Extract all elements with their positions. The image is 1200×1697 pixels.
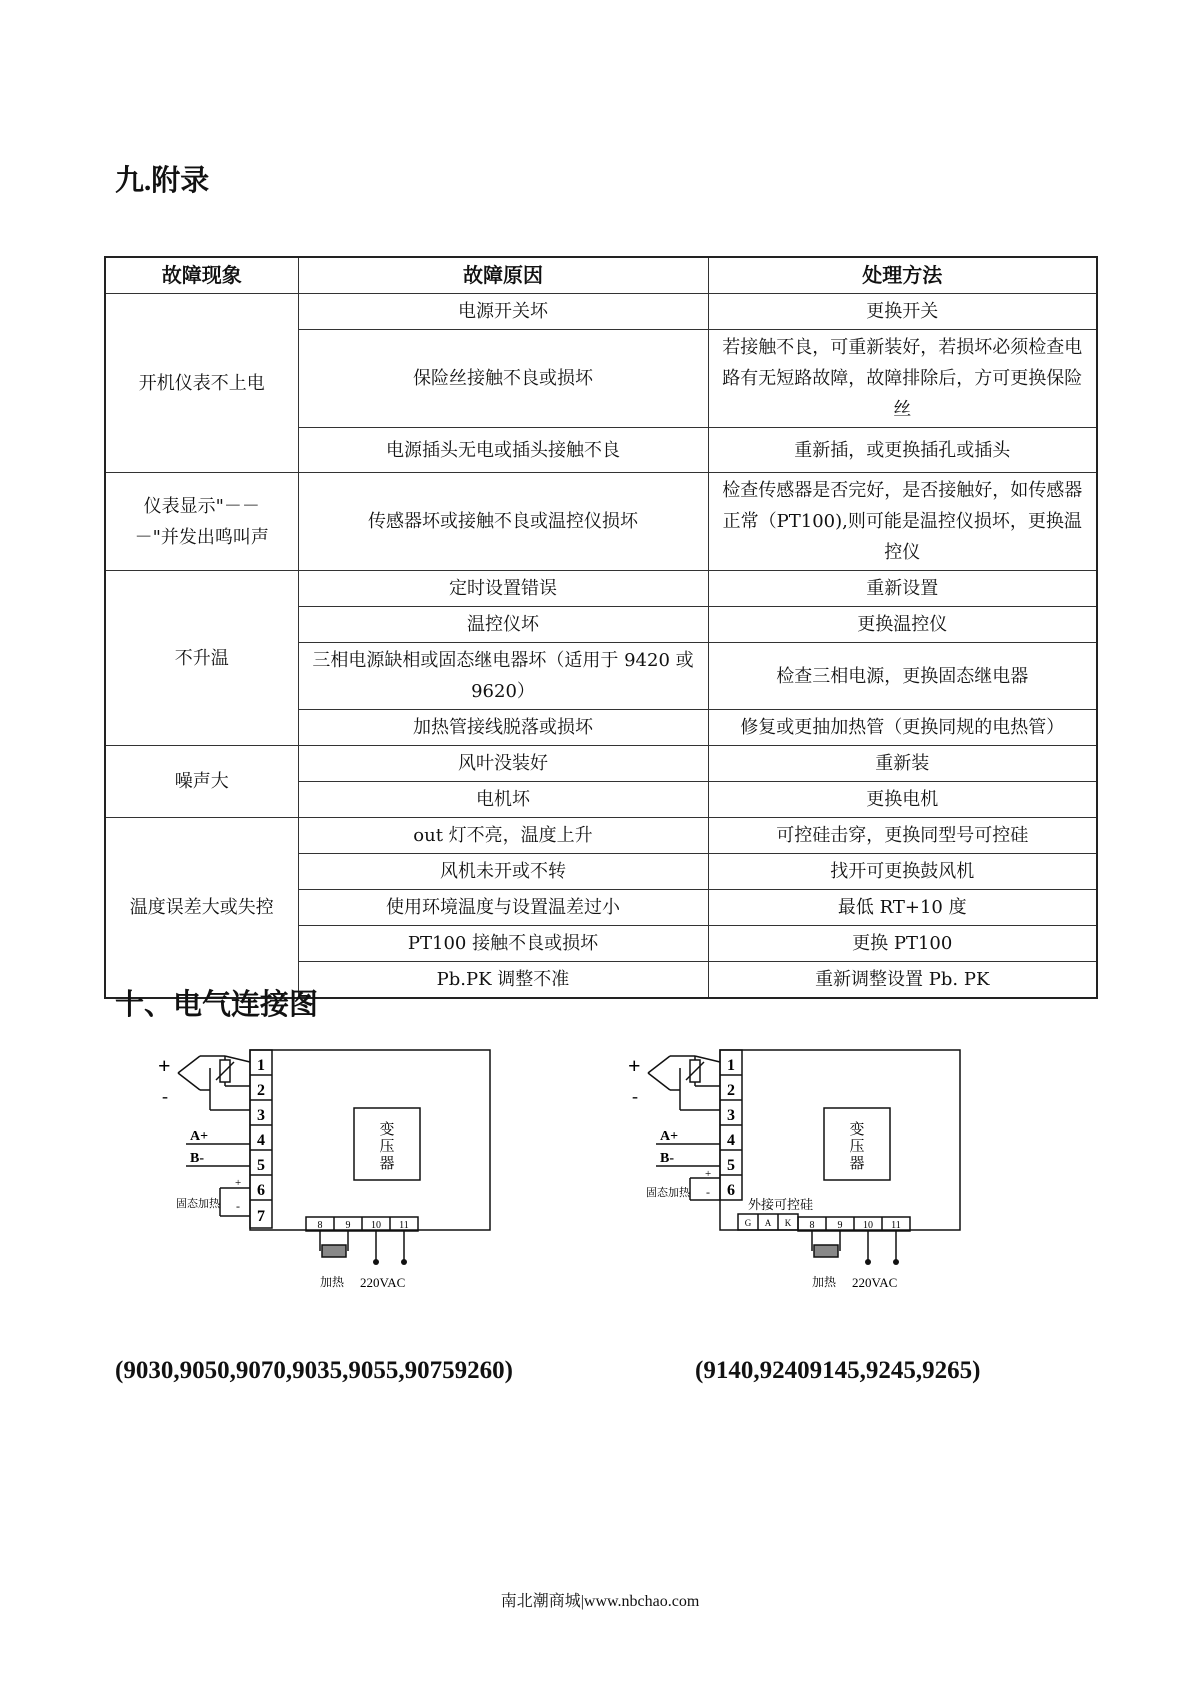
terminal-label: 4 <box>727 1132 735 1149</box>
terminal-label: 1 <box>257 1057 265 1074</box>
a-plus-label: A+ <box>190 1129 209 1144</box>
terminal-label: 2 <box>727 1082 735 1099</box>
cause-cell: out 灯不亮，温度上升 <box>298 818 708 854</box>
table-row <box>105 746 1097 782</box>
heater-element <box>322 1245 346 1257</box>
fix-cell: 若接触不良，可重新装好，若损坏必须检查电路有无短路故障，故障排除后，方可更换保险丝 <box>708 330 1097 428</box>
terminal-label: 5 <box>257 1157 265 1174</box>
section-10-title: 十、电气连接图 <box>115 989 319 1021</box>
fix-cell: 更换电机 <box>708 782 1097 818</box>
terminal-label: 10 <box>371 1220 381 1231</box>
fix-cell: 检查传感器是否完好，是否接触好，如传感器正常（PT100),则可能是温控仪损坏，更换温控仪 <box>708 473 1097 571</box>
fix-cell: 重新装 <box>708 746 1097 782</box>
cause-cell: 电源开关坏 <box>298 294 708 330</box>
cause-cell: 保险丝接触不良或损坏 <box>298 330 708 428</box>
heater-label: 加热 <box>320 1275 345 1289</box>
symptom-cell: 噪声大 <box>105 746 298 818</box>
symptom-cell: 温度误差大或失控 <box>105 818 298 999</box>
cause-cell: 定时设置错误 <box>298 571 708 607</box>
terminal-label: 6 <box>727 1182 735 1199</box>
table-row <box>105 294 1097 330</box>
terminal-label: 8 <box>809 1220 815 1231</box>
power-label: 220VAC <box>360 1275 406 1290</box>
table-row <box>105 571 1097 607</box>
cause-cell: 电机坏 <box>298 782 708 818</box>
ssr-plus: + <box>235 1177 242 1189</box>
table-row <box>105 473 1097 571</box>
minus-sign: - <box>162 1086 168 1106</box>
terminal-label: 7 <box>257 1208 265 1225</box>
terminal-label: 9 <box>837 1220 843 1231</box>
scr-terminal: A <box>764 1218 772 1228</box>
models-left: (9030,9050,9070,9035,9055,90759260) <box>115 1357 513 1384</box>
terminal-label: 3 <box>257 1107 265 1124</box>
symptom-cell: 开机仪表不上电 <box>105 294 298 473</box>
ssr-plus: + <box>705 1168 712 1180</box>
b-minus-label: B- <box>190 1151 204 1166</box>
plus-sign: + <box>628 1053 641 1078</box>
terminal-label: 5 <box>727 1157 735 1174</box>
heater-element <box>814 1245 838 1257</box>
cause-cell: 加热管接线脱落或损坏 <box>298 710 708 746</box>
models-right: (9140,92409145,9245,9265) <box>695 1357 981 1384</box>
ssr-minus: - <box>236 1199 240 1213</box>
wiring-diagram-scr <box>620 1038 980 1298</box>
plus-sign: + <box>158 1053 171 1078</box>
cause-cell: 风叶没装好 <box>298 746 708 782</box>
cause-cell: 使用环境温度与设置温差过小 <box>298 890 708 926</box>
cause-cell: 温控仪坏 <box>298 607 708 643</box>
terminal-label: 4 <box>257 1132 265 1149</box>
footer-site: 南北潮商城|www.nbchao.com <box>500 1593 700 1610</box>
transformer-char: 器 <box>849 1156 865 1172</box>
controller-box <box>250 1050 490 1230</box>
fix-cell: 重新调整设置 Pb. PK <box>708 962 1097 999</box>
transformer-char: 变 <box>849 1122 865 1138</box>
table-header-row <box>105 257 1097 294</box>
transformer-char: 变 <box>379 1122 395 1138</box>
symptom-cell: 仪表显示"－－－"并发出鸣叫声 <box>105 473 298 571</box>
terminal-label: 11 <box>399 1220 409 1231</box>
header-cause: 故障原因 <box>298 257 708 294</box>
terminal-label: 6 <box>257 1182 265 1199</box>
table-row <box>105 818 1097 854</box>
scr-terminal: G <box>744 1218 752 1228</box>
b-minus-label: B- <box>660 1151 674 1166</box>
fix-cell: 重新插，或更换插孔或插头 <box>708 428 1097 473</box>
terminal-label: 9 <box>345 1220 351 1231</box>
symptom-cell: 不升温 <box>105 571 298 746</box>
fix-cell: 更换温控仪 <box>708 607 1097 643</box>
heater-label: 加热 <box>812 1275 837 1289</box>
transformer-char: 压 <box>379 1139 395 1155</box>
terminal-label: 2 <box>257 1082 265 1099</box>
header-symptom: 故障现象 <box>105 257 298 294</box>
cause-cell: 风机未开或不转 <box>298 854 708 890</box>
wiring-diagram-basic <box>150 1038 510 1298</box>
cause-cell: 传感器坏或接触不良或温控仪损坏 <box>298 473 708 571</box>
terminal-label: 8 <box>317 1220 323 1231</box>
ssr-label: 固态加热 <box>176 1198 220 1210</box>
cause-cell: PT100 接触不良或损坏 <box>298 926 708 962</box>
fix-cell: 最低 RT+10 度 <box>708 890 1097 926</box>
terminal-label: 1 <box>727 1057 735 1074</box>
fix-cell: 检查三相电源，更换固态继电器 <box>708 643 1097 710</box>
terminal-label: 3 <box>727 1107 735 1124</box>
fix-cell: 找开可更换鼓风机 <box>708 854 1097 890</box>
cause-cell: 电源插头无电或插头接触不良 <box>298 428 708 473</box>
a-plus-label: A+ <box>660 1129 679 1144</box>
minus-sign: - <box>632 1086 638 1106</box>
terminal-label: 10 <box>863 1220 873 1231</box>
ssr-label: 固态加热 <box>646 1187 690 1199</box>
fix-cell: 更换 PT100 <box>708 926 1097 962</box>
fix-cell: 可控硅击穿，更换同型号可控硅 <box>708 818 1097 854</box>
section-9-title: 九.附录 <box>115 165 210 197</box>
fix-cell: 更换开关 <box>708 294 1097 330</box>
cause-cell: Pb.PK 调整不准 <box>298 962 708 999</box>
header-fix: 处理方法 <box>708 257 1097 294</box>
transformer-char: 压 <box>849 1139 865 1155</box>
ssr-minus: - <box>706 1185 710 1199</box>
scr-terminal: K <box>784 1218 792 1228</box>
terminal-label: 11 <box>891 1220 901 1231</box>
power-label: 220VAC <box>852 1275 898 1290</box>
scr-label: 外接可控硅 <box>748 1197 814 1212</box>
fix-cell: 修复或更抽加热管（更换同规的电热管） <box>708 710 1097 746</box>
cause-cell: 三相电源缺相或固态继电器坏（适用于 9420 或 9620） <box>298 643 708 710</box>
fix-cell: 重新设置 <box>708 571 1097 607</box>
troubleshooting-table <box>104 256 1098 999</box>
transformer-char: 器 <box>379 1156 395 1172</box>
